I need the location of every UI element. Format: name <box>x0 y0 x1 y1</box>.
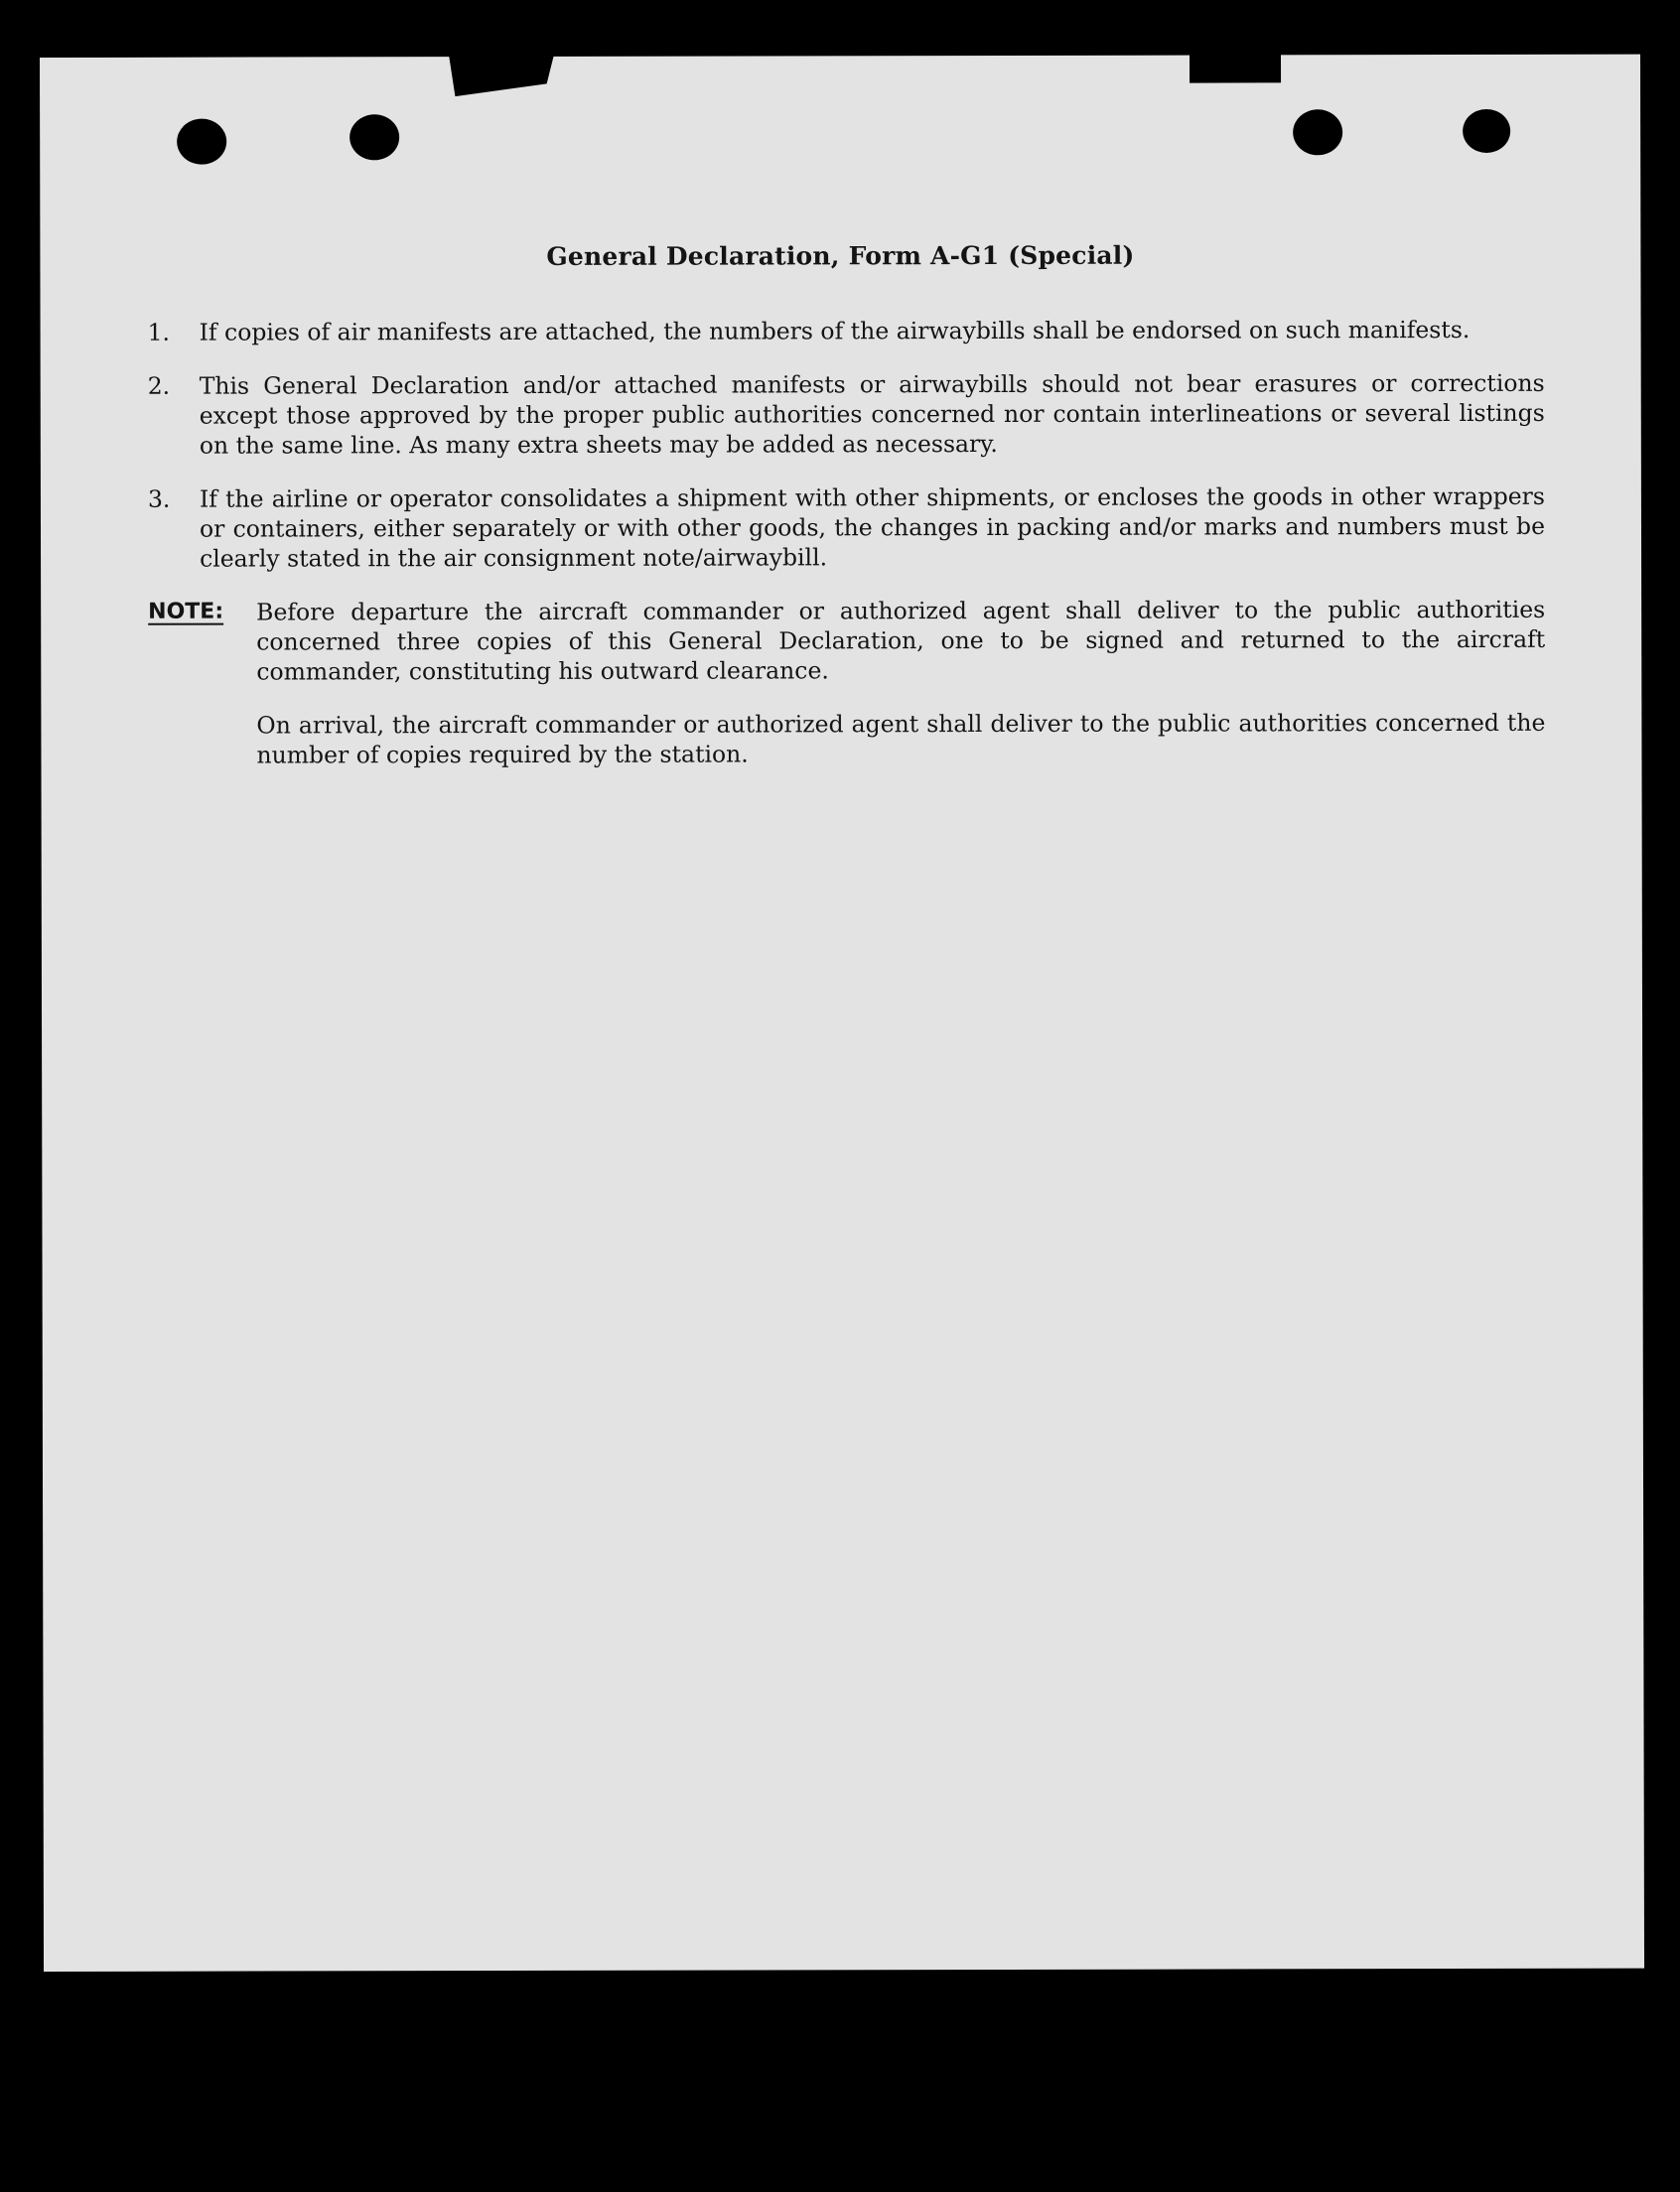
punch-hole <box>350 114 399 160</box>
list-item <box>148 368 1545 461</box>
item-number: 2. <box>147 371 171 400</box>
punch-hole <box>177 119 226 165</box>
binding-notch-left <box>449 55 554 96</box>
binding-notch-right <box>1190 53 1281 82</box>
item-text: This General Declaration and/or attached manifests or airwaybills should not bear erasures or corrections except those approved by the proper public authorities concerned nor contain interlineations or several listings on the same line. As many extra sheets may be added as necessary. <box>199 368 1545 460</box>
note-block <box>148 595 1545 687</box>
punch-hole <box>1293 109 1342 155</box>
list-item <box>148 481 1545 574</box>
punch-hole <box>1463 109 1510 153</box>
list-item <box>148 315 1545 347</box>
document-body <box>40 55 1640 769</box>
note-paragraph: Before departure the aircraft commander or authorized agent shall deliver to the public authorities concerned three copies of this General Declaration, one to be signed and returned to the aircraft commander, constituting his outward clearance. <box>256 595 1546 686</box>
note-label: NOTE: <box>148 599 224 624</box>
item-number: 3. <box>147 484 171 513</box>
item-text: If the airline or operator consolidates a shipment with other shipments, or encloses the goods in other wrappers or containers, either separately or with other goods, the changes in packing and/or marks and numbers must be clearly stated in the air consignment note/airwaybill. <box>199 481 1546 573</box>
item-number: 1. <box>147 318 171 346</box>
note-paragraph: On arrival, the aircraft commander or authorized agent shall deliver to the public authorities concerned the number of copies required by the station. <box>256 708 1546 769</box>
document-page <box>40 55 1644 1972</box>
item-text: If copies of air manifests are attached, the numbers of the airwaybills shall be endorsed on such manifests. <box>199 315 1470 346</box>
document-title: General Declaration, Form A-G1 (Special) <box>546 240 1135 271</box>
